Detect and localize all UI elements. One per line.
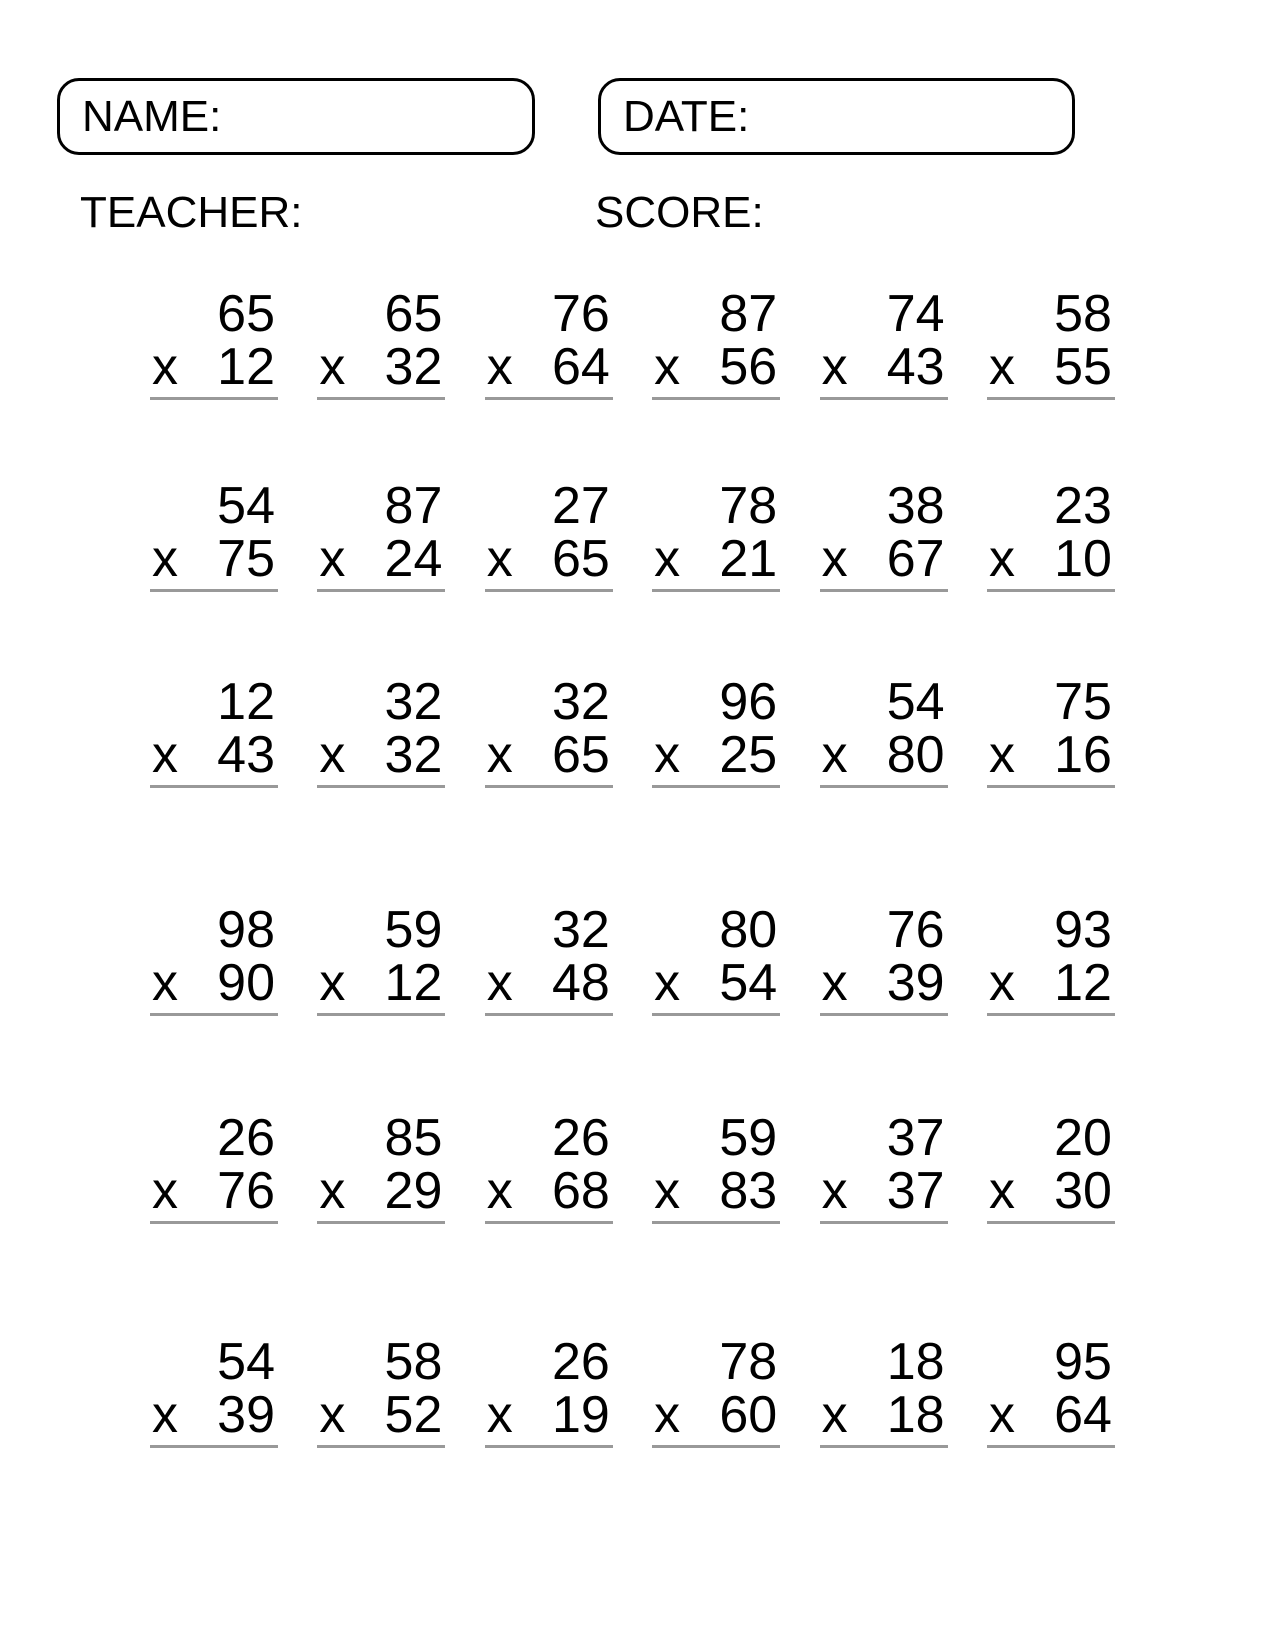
multiplication-problem <box>485 1109 613 1224</box>
multiplication-problem <box>820 901 948 1016</box>
multiplier: 30 <box>1054 1162 1112 1221</box>
multiplicand: 76 <box>886 901 945 960</box>
multiply-operator: x <box>821 726 848 785</box>
multiplication-problem <box>987 673 1115 788</box>
multiply-operator: x <box>319 726 346 785</box>
multiply-operator: x <box>486 954 513 1013</box>
multiplier-line <box>652 1386 780 1445</box>
multiplication-problem <box>150 1109 278 1224</box>
problem-row <box>150 1109 1115 1224</box>
multiplier: 32 <box>384 726 443 785</box>
multiplication-problem <box>987 477 1115 592</box>
multiply-operator: x <box>486 530 513 589</box>
multiplication-problem <box>485 285 613 400</box>
name-field-box <box>57 78 535 155</box>
multiplier-line <box>485 338 613 397</box>
multiplication-problem <box>652 1333 780 1448</box>
multiplication-problem <box>150 477 278 592</box>
multiplicand: 58 <box>384 1333 443 1392</box>
multiplicand: 20 <box>1054 1109 1112 1168</box>
multiplicand: 98 <box>217 901 275 960</box>
multiplier: 19 <box>551 1386 610 1445</box>
multiplier: 16 <box>1054 726 1112 785</box>
problems-grid <box>150 285 1115 1448</box>
multiplier: 18 <box>886 1386 945 1445</box>
multiplicand: 32 <box>551 901 610 960</box>
multiplier-line <box>150 1386 278 1445</box>
multiply-operator: x <box>152 1386 178 1445</box>
multiplicand: 65 <box>217 285 275 343</box>
multiplication-problem <box>652 673 780 788</box>
multiplicand: 27 <box>551 477 610 536</box>
multiplication-problem <box>317 1109 445 1224</box>
multiplication-problem <box>820 1333 948 1448</box>
multiplier-line <box>652 530 780 589</box>
multiplier-line <box>987 726 1115 785</box>
multiplier-line <box>150 726 278 785</box>
multiplier-line <box>150 530 278 589</box>
multiplicand: 59 <box>384 901 443 960</box>
multiplication-problem <box>150 285 278 400</box>
multiply-operator: x <box>486 1386 513 1445</box>
multiplication-problem <box>820 673 948 788</box>
multiply-operator: x <box>821 954 848 1013</box>
multiply-operator: x <box>654 954 681 1013</box>
multiplier: 10 <box>1054 530 1112 589</box>
date-field-box <box>598 78 1075 155</box>
multiplicand: 78 <box>719 1333 778 1392</box>
multiplier-line <box>652 726 780 785</box>
multiplication-problem <box>485 673 613 788</box>
multiplier-line <box>150 954 278 1013</box>
multiplicand: 26 <box>551 1333 610 1392</box>
multiply-operator: x <box>988 726 1015 785</box>
multiplication-problem <box>987 901 1115 1016</box>
multiplier-line <box>820 954 948 1013</box>
multiply-operator: x <box>988 1162 1015 1221</box>
multiplier-line <box>652 954 780 1013</box>
multiplier-line <box>987 1162 1115 1221</box>
multiplier-line <box>820 1386 948 1445</box>
multiplication-problem <box>150 1333 278 1448</box>
multiply-operator: x <box>319 1162 346 1221</box>
multiplier: 43 <box>217 726 275 785</box>
problem-row <box>150 477 1115 592</box>
multiplier: 65 <box>551 726 610 785</box>
multiply-operator: x <box>821 338 848 397</box>
multiplicand: 74 <box>886 285 945 343</box>
multiply-operator: x <box>152 726 178 785</box>
multiplication-problem <box>987 285 1115 400</box>
multiplier-line <box>987 1386 1115 1445</box>
name-label: NAME: <box>82 91 222 141</box>
multiplication-problem <box>150 673 278 788</box>
multiplicand: 95 <box>1054 1333 1112 1392</box>
multiplier: 12 <box>384 954 443 1013</box>
multiply-operator: x <box>319 954 346 1013</box>
date-label: DATE: <box>623 91 750 141</box>
multiplication-problem <box>485 1333 613 1448</box>
multiplier: 90 <box>217 954 275 1013</box>
multiplier-line <box>820 1162 948 1221</box>
multiply-operator: x <box>821 1386 848 1445</box>
multiplier: 29 <box>384 1162 443 1221</box>
multiplier: 75 <box>217 530 275 589</box>
multiplicand: 32 <box>551 673 610 732</box>
multiplier: 21 <box>719 530 778 589</box>
multiplier: 32 <box>384 338 443 397</box>
multiplication-problem <box>150 901 278 1016</box>
multiplier-line <box>317 338 445 397</box>
multiply-operator: x <box>486 338 513 397</box>
multiplier: 67 <box>886 530 945 589</box>
multiplicand: 65 <box>384 285 443 343</box>
multiplicand: 54 <box>217 1333 275 1392</box>
multiplier-line <box>317 726 445 785</box>
multiplier-line <box>987 338 1115 397</box>
multiplier: 24 <box>384 530 443 589</box>
multiply-operator: x <box>152 530 178 589</box>
multiplier-line <box>150 1162 278 1221</box>
multiplicand: 58 <box>1054 285 1112 343</box>
multiplier-line <box>317 1386 445 1445</box>
multiplicand: 76 <box>551 285 610 343</box>
multiplicand: 54 <box>217 477 275 536</box>
multiply-operator: x <box>654 338 681 397</box>
multiply-operator: x <box>152 338 178 397</box>
problem-row <box>150 901 1115 1016</box>
multiplicand: 26 <box>551 1109 610 1168</box>
multiplicand: 23 <box>1054 477 1112 536</box>
multiplicand: 96 <box>719 673 778 732</box>
multiplicand: 93 <box>1054 901 1112 960</box>
multiplication-problem <box>317 477 445 592</box>
multiply-operator: x <box>821 1162 848 1221</box>
multiplicand: 59 <box>719 1109 778 1168</box>
multiplicand: 78 <box>719 477 778 536</box>
multiplicand: 32 <box>384 673 443 732</box>
multiplier-line <box>485 954 613 1013</box>
multiplier-line <box>317 1162 445 1221</box>
multiplicand: 80 <box>719 901 778 960</box>
multiply-operator: x <box>654 530 681 589</box>
multiply-operator: x <box>152 1162 178 1221</box>
multiplicand: 18 <box>886 1333 945 1392</box>
multiply-operator: x <box>988 1386 1015 1445</box>
multiplier-line <box>652 338 780 397</box>
multiply-operator: x <box>988 954 1015 1013</box>
multiply-operator: x <box>654 1386 681 1445</box>
multiplicand: 26 <box>217 1109 275 1168</box>
multiply-operator: x <box>988 338 1015 397</box>
multiplication-problem <box>652 477 780 592</box>
multiply-operator: x <box>319 338 346 397</box>
multiplicand: 37 <box>886 1109 945 1168</box>
multiply-operator: x <box>319 530 346 589</box>
multiplication-problem <box>820 477 948 592</box>
multiplier: 76 <box>217 1162 275 1221</box>
problem-row <box>150 673 1115 788</box>
multiplicand: 54 <box>886 673 945 732</box>
multiplier: 83 <box>719 1162 778 1221</box>
multiply-operator: x <box>319 1386 346 1445</box>
multiplier-line <box>987 530 1115 589</box>
multiplier-line <box>317 530 445 589</box>
multiplier: 39 <box>886 954 945 1013</box>
multiplication-problem <box>317 673 445 788</box>
multiply-operator: x <box>486 1162 513 1221</box>
multiplication-problem <box>820 1109 948 1224</box>
multiplier: 39 <box>217 1386 275 1445</box>
multiplier: 48 <box>551 954 610 1013</box>
multiplier: 80 <box>886 726 945 785</box>
multiplicand: 87 <box>719 285 778 343</box>
multiplier-line <box>485 530 613 589</box>
multiplication-problem <box>820 285 948 400</box>
multiply-operator: x <box>821 530 848 589</box>
multiplier: 43 <box>886 338 945 397</box>
multiplication-problem <box>652 901 780 1016</box>
multiplication-problem <box>317 901 445 1016</box>
multiplier: 68 <box>551 1162 610 1221</box>
multiplier: 56 <box>719 338 778 397</box>
multiplication-problem <box>485 901 613 1016</box>
multiplication-problem <box>317 1333 445 1448</box>
multiplication-problem <box>987 1333 1115 1448</box>
problem-row <box>150 1333 1115 1448</box>
multiply-operator: x <box>654 1162 681 1221</box>
multiply-operator: x <box>988 530 1015 589</box>
multiplier-line <box>485 726 613 785</box>
multiplication-problem <box>485 477 613 592</box>
multiplication-problem <box>317 285 445 400</box>
multiply-operator: x <box>152 954 178 1013</box>
multiplier: 60 <box>719 1386 778 1445</box>
multiplier-line <box>317 954 445 1013</box>
multiplier-line <box>150 338 278 397</box>
multiplier-line <box>820 338 948 397</box>
multiplicand: 75 <box>1054 673 1112 732</box>
multiplier: 64 <box>1054 1386 1112 1445</box>
multiplier-line <box>485 1386 613 1445</box>
multiplier: 25 <box>719 726 778 785</box>
multiplier: 12 <box>1054 954 1112 1013</box>
multiplier-line <box>652 1162 780 1221</box>
multiplicand: 85 <box>384 1109 443 1168</box>
multiplicand: 12 <box>217 673 275 732</box>
teacher-label: TEACHER: <box>80 188 303 237</box>
multiply-operator: x <box>654 726 681 785</box>
problem-row <box>150 285 1115 400</box>
multiplier: 52 <box>384 1386 443 1445</box>
multiplier-line <box>987 954 1115 1013</box>
score-label: SCORE: <box>595 188 764 237</box>
multiplier-line <box>820 530 948 589</box>
multiplier: 55 <box>1054 338 1112 397</box>
multiplier: 54 <box>719 954 778 1013</box>
multiplicand: 87 <box>384 477 443 536</box>
multiplication-problem <box>652 285 780 400</box>
multiplicand: 38 <box>886 477 945 536</box>
multiplier: 64 <box>551 338 610 397</box>
multiplier-line <box>485 1162 613 1221</box>
multiplier: 12 <box>217 338 275 397</box>
multiplier: 65 <box>551 530 610 589</box>
multiplier: 37 <box>886 1162 945 1221</box>
multiplier-line <box>820 726 948 785</box>
multiply-operator: x <box>486 726 513 785</box>
multiplication-problem <box>987 1109 1115 1224</box>
multiplication-problem <box>652 1109 780 1224</box>
